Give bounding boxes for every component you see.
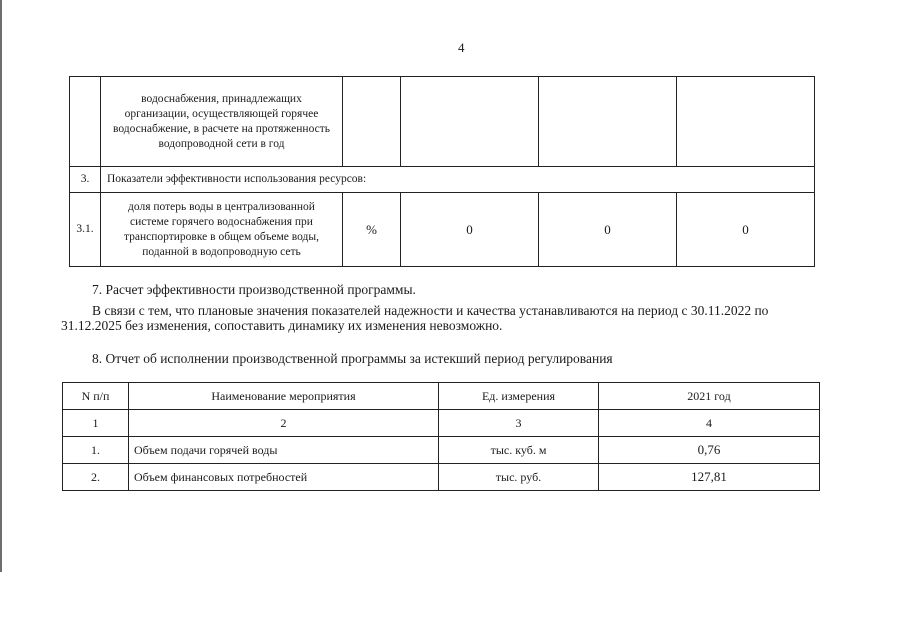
index-cell: 2 <box>129 410 439 437</box>
section-title: Показатели эффективности использования ресурсов: <box>101 167 815 193</box>
index-cell: 4 <box>599 410 820 437</box>
row-unit: тыс. куб. м <box>439 437 599 464</box>
section-number: 3. <box>70 167 101 193</box>
table-row <box>63 464 820 491</box>
table-row <box>70 167 815 193</box>
row-value: 0 <box>539 193 677 267</box>
table-row <box>63 437 820 464</box>
table-row <box>70 193 815 267</box>
section-7-text-line1: В связи с тем, что плановые значения показателей надежности и качества устанавливаются на период с 30.11.2022 по <box>92 303 769 318</box>
row-name: Объем подачи горячей воды <box>129 437 439 464</box>
row-number: 2. <box>63 464 129 491</box>
row-value: 0 <box>401 193 539 267</box>
table-cell <box>401 77 539 167</box>
table-row <box>70 77 815 167</box>
row-value: 0 <box>677 193 815 267</box>
table-cell <box>677 77 815 167</box>
row-name: Объем финансовых потребностей <box>129 464 439 491</box>
table-cell <box>70 77 101 167</box>
index-cell: 3 <box>439 410 599 437</box>
table-cell <box>343 77 401 167</box>
indicators-table <box>69 76 815 267</box>
table-index-row <box>63 410 820 437</box>
header-year: 2021 год <box>599 383 820 410</box>
row-number: 1. <box>63 437 129 464</box>
continuation-cell: водоснабжения, принадлежащих организации, осуществляющей горячее водоснабжение, в расчете на протяженность водопроводной сети в год <box>101 77 343 167</box>
row-unit: тыс. руб. <box>439 464 599 491</box>
row-unit: % <box>343 193 401 267</box>
row-number: 3.1. <box>70 193 101 267</box>
header-num: N п/п <box>63 383 129 410</box>
row-name: доля потерь воды в централизованной системе горячего водоснабжения при транспортировке в общем объеме воды, поданной в водопроводную сеть <box>101 193 343 267</box>
header-name: Наименование мероприятия <box>129 383 439 410</box>
index-cell: 1 <box>63 410 129 437</box>
page-number: 4 <box>458 40 465 55</box>
scan-left-edge <box>0 0 2 572</box>
section-7-text-line2: 31.12.2025 без изменения, сопоставить динамику их изменения невозможно. <box>61 318 503 333</box>
header-unit: Ед. измерения <box>439 383 599 410</box>
section-7-title: 7. Расчет эффективности производственной программы. <box>92 282 416 297</box>
section-8-title: 8. Отчет об исполнении производственной программы за истекший период регулирования <box>92 351 613 366</box>
table-header-row <box>63 383 820 410</box>
report-table <box>62 382 820 491</box>
row-value: 127,81 <box>599 464 820 491</box>
row-value: 0,76 <box>599 437 820 464</box>
table-cell <box>539 77 677 167</box>
